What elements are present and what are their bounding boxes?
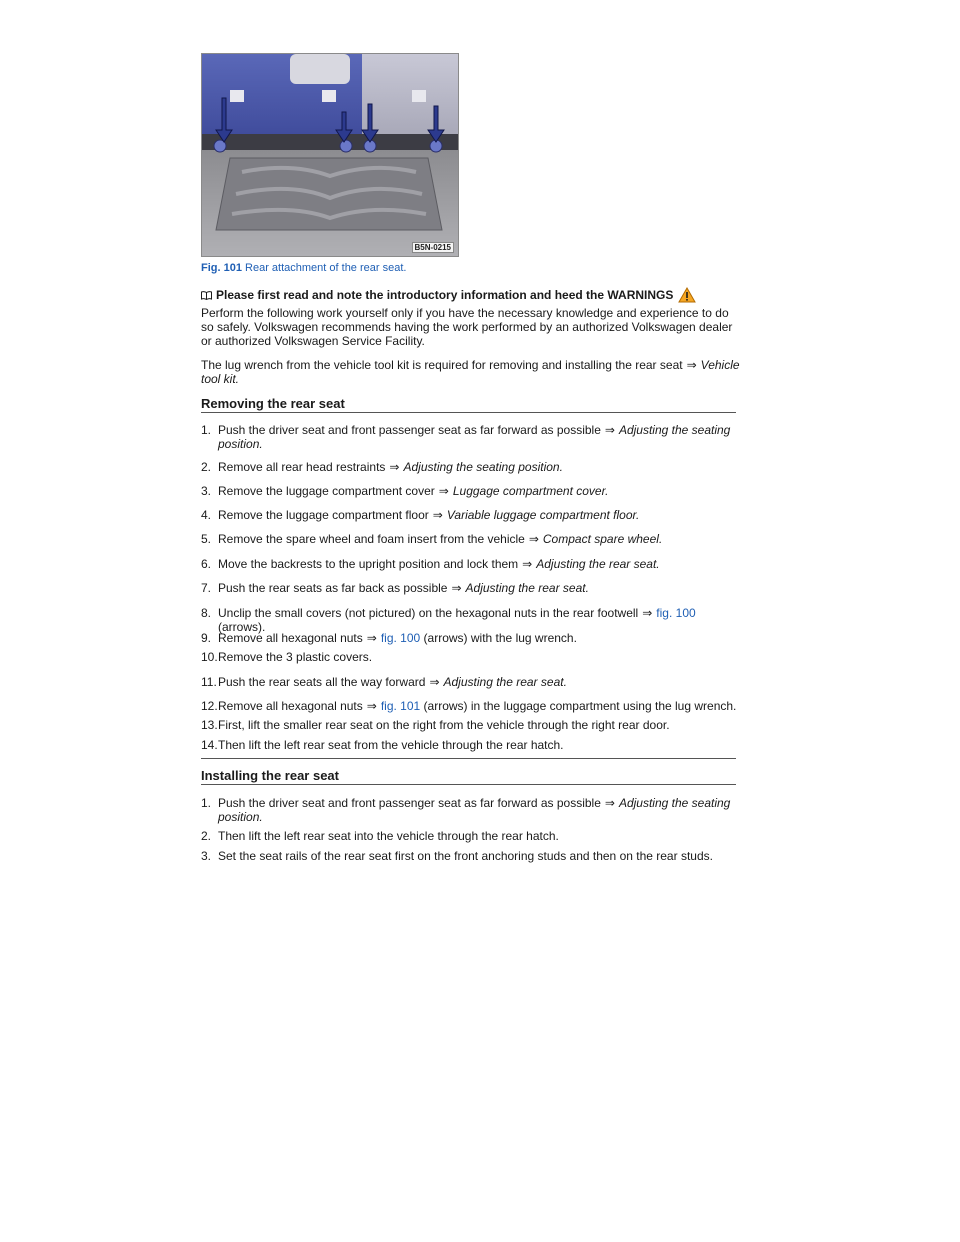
- step-instruction: First, lift the smaller rear seat on the right from the vehicle through the right rear door.: [218, 718, 670, 732]
- step-instruction: Remove the 3 plastic covers.: [218, 650, 373, 664]
- step-text: [218, 581, 738, 595]
- step-text: [218, 738, 738, 752]
- cross-reference[interactable]: Adjusting the seating position.: [218, 423, 731, 451]
- step-instruction: Push the rear seats as far back as possible: [218, 581, 448, 595]
- figure-link[interactable]: fig. 100: [380, 631, 421, 645]
- step-number: 4.: [201, 508, 212, 522]
- step-text: [218, 796, 738, 824]
- cross-reference[interactable]: Luggage compartment cover.: [452, 484, 609, 498]
- step-instruction: Remove the luggage compartment floor: [218, 508, 429, 522]
- step-number: 3.: [201, 849, 212, 863]
- step-number: 6.: [201, 557, 212, 571]
- reference-arrow: ⇒: [366, 699, 377, 713]
- step-instruction: Remove the luggage compartment cover: [218, 484, 435, 498]
- step-text: [218, 606, 738, 634]
- heading-removing: Removing the rear seat: [201, 396, 736, 413]
- notice-text: Please first read and note the introductory information and heed the WARNINGS: [216, 288, 674, 302]
- step-instruction: Then lift the left rear seat into the vehicle through the rear hatch.: [218, 829, 559, 843]
- warning-triangle-icon[interactable]: [678, 287, 696, 303]
- reference-arrow: ⇒: [528, 532, 539, 546]
- reference-arrow: ⇒: [366, 631, 377, 645]
- reference-arrow: ⇒: [451, 581, 462, 595]
- reference-arrow: ⇒: [686, 358, 697, 372]
- step-text: [218, 699, 738, 713]
- step-number: 1.: [201, 423, 212, 437]
- reference-arrow: ⇒: [642, 606, 653, 620]
- step-text: [218, 460, 738, 474]
- step-number: 13.: [201, 718, 218, 732]
- step-instruction: Remove all hexagonal nuts: [218, 631, 363, 645]
- tool-kit-text: The lug wrench from the vehicle tool kit is required for removing and installing the rear seat: [201, 358, 683, 372]
- step-number: 1.: [201, 796, 212, 810]
- heading-installing: Installing the rear seat: [201, 768, 736, 785]
- figure-link[interactable]: fig. 100: [656, 606, 696, 620]
- figure-link[interactable]: fig. 101: [380, 699, 421, 713]
- cross-reference[interactable]: Adjusting the rear seat.: [536, 557, 660, 571]
- intro-paragraph: Perform the following work yourself only if you have the necessary knowledge and experience to do so safely. Volkswagen recommends having the work performed by an authorized Volkswagen dealer or authorized Volkswagen Service Facility.: [201, 306, 733, 348]
- step-text: [218, 557, 738, 571]
- step-number: 7.: [201, 581, 212, 595]
- step-number: 2.: [201, 829, 212, 843]
- step-number: 12.: [201, 699, 218, 713]
- step-text: [218, 675, 738, 689]
- step-text: [218, 423, 738, 451]
- step-text: [218, 631, 738, 645]
- step-number: 11.: [201, 675, 217, 689]
- step-instruction: Then lift the left rear seat from the vehicle through the rear hatch.: [218, 738, 564, 752]
- step-number: 2.: [201, 460, 212, 474]
- reference-vehicle-tool-kit[interactable]: Vehicle tool kit.: [201, 358, 740, 386]
- step-instruction: Move the backrests to the upright position and lock them: [218, 557, 519, 571]
- step-number: 3.: [201, 484, 212, 498]
- step-instruction: Push the driver seat and front passenger seat as far forward as possible: [218, 423, 601, 437]
- reference-arrow: ⇒: [604, 423, 615, 437]
- rear-seat-illustration: [202, 54, 458, 256]
- step-tail: (arrows) with the lug wrench.: [423, 631, 577, 645]
- step-tail: (arrows).: [218, 620, 266, 634]
- step-number: 8.: [201, 606, 212, 620]
- step-instruction: Push the rear seats all the way forward: [218, 675, 426, 689]
- reference-arrow: ⇒: [429, 675, 440, 689]
- step-text: [218, 650, 738, 664]
- cross-reference[interactable]: Adjusting the seating position.: [218, 796, 731, 824]
- cross-reference[interactable]: Adjusting the seating position.: [403, 460, 563, 474]
- step-number: 14.: [201, 738, 218, 752]
- figure-caption-label: Fig. 101: [201, 262, 242, 274]
- step-instruction: Remove all rear head restraints: [218, 460, 386, 474]
- step-tail: (arrows) in the luggage compartment using the lug wrench.: [423, 699, 737, 713]
- reference-arrow: ⇒: [438, 484, 449, 498]
- warning-notice: [201, 287, 741, 303]
- cross-reference[interactable]: Adjusting the rear seat.: [465, 581, 589, 595]
- figure-caption: [201, 262, 406, 274]
- step-text: [218, 718, 738, 732]
- reference-arrow: ⇒: [522, 557, 533, 571]
- figure-rear-seat-attachment: [201, 53, 459, 257]
- step-text: [218, 532, 738, 546]
- cross-reference[interactable]: Compact spare wheel.: [542, 532, 663, 546]
- section-divider: [201, 758, 736, 759]
- cross-reference[interactable]: Variable luggage compartment floor.: [446, 508, 640, 522]
- step-number: 5.: [201, 532, 212, 546]
- step-text: [218, 829, 738, 843]
- tool-kit-paragraph: [201, 358, 741, 386]
- figure-code: B5N-0215: [412, 242, 454, 253]
- step-instruction: Unclip the small covers (not pictured) on the hexagonal nuts in the rear footwell: [218, 606, 639, 620]
- step-text: [218, 508, 738, 522]
- reference-arrow: ⇒: [432, 508, 443, 522]
- step-text: [218, 484, 738, 498]
- book-icon: [201, 291, 212, 300]
- step-instruction: Push the driver seat and front passenger seat as far forward as possible: [218, 796, 601, 810]
- figure-caption-text: Rear attachment of the rear seat.: [245, 262, 407, 274]
- step-instruction: Remove all hexagonal nuts: [218, 699, 363, 713]
- step-instruction: Set the seat rails of the rear seat first on the front anchoring studs and then on the rear studs.: [218, 849, 713, 863]
- step-number: 10.: [201, 650, 218, 664]
- reference-arrow: ⇒: [604, 796, 615, 810]
- step-number: 9.: [201, 631, 212, 645]
- step-instruction: Remove the spare wheel and foam insert from the vehicle: [218, 532, 525, 546]
- step-text: [218, 849, 738, 863]
- cross-reference[interactable]: Adjusting the rear seat.: [443, 675, 567, 689]
- reference-arrow: ⇒: [389, 460, 400, 474]
